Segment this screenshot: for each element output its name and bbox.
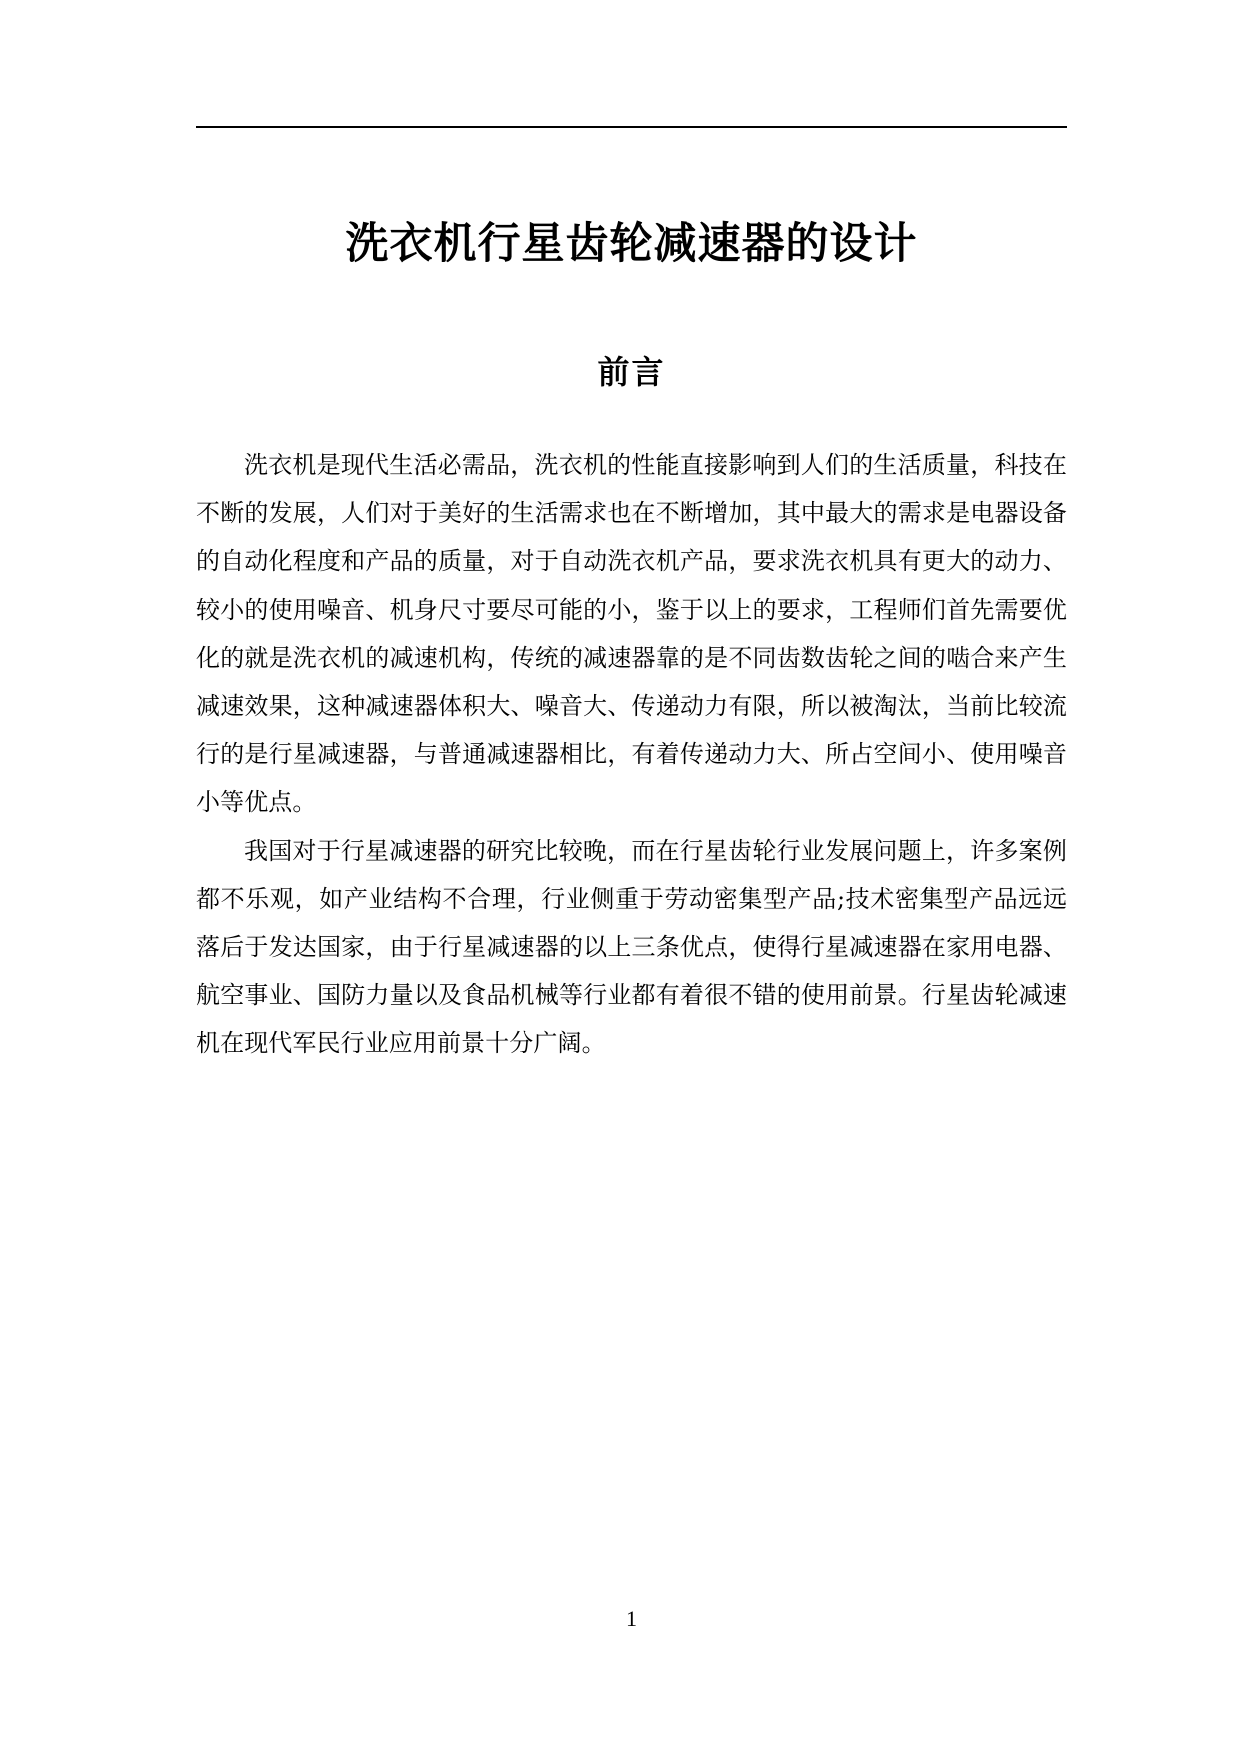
- paragraph: 我国对于行星减速器的研究比较晚，而在行星齿轮行业发展问题上，许多案例都不乐观，如产业结构不合理，行业侧重于劳动密集型产品;技术密集型产品远远落后于发达国家，由于行星减速器的以上三条优点，使得行星减速器在家用电器、航空事业、国防力量以及食品机械等行业都有着很不错的使用前景。行星齿轮减速机在现代军民行业应用前景十分广阔。: [196, 836, 1067, 1058]
- section-heading-preface: 前言: [597, 353, 666, 391]
- page-number: 1: [626, 1606, 637, 1631]
- paragraph: 洗衣机是现代生活必需品，洗衣机的性能直接影响到人们的生活质量，科技在不断的发展，人们对于美好的生活需求也在不断增加，其中最大的需求是电器设备的自动化程度和产品的质量，对于自动洗衣机产品，要求洗衣机具有更大的动力、较小的使用噪音、机身尺寸要尽可能的小，鉴于以上的要求，工程师们首先需要优化的就是洗衣机的减速机构，传统的减速器靠的是不同齿数齿轮之间的啮合来产生减速效果，这种减速器体积大、噪音大、传递动力有限，所以被淘汰，当前比较流行的是行星减速器，与普通减速器相比，有着传递动力大、所占空间小、使用噪音小等优点。: [196, 451, 1067, 817]
- document-title: 洗衣机行星齿轮减速器的设计: [345, 219, 918, 269]
- header-rule: [196, 126, 1067, 128]
- body-text: [196, 441, 1067, 1068]
